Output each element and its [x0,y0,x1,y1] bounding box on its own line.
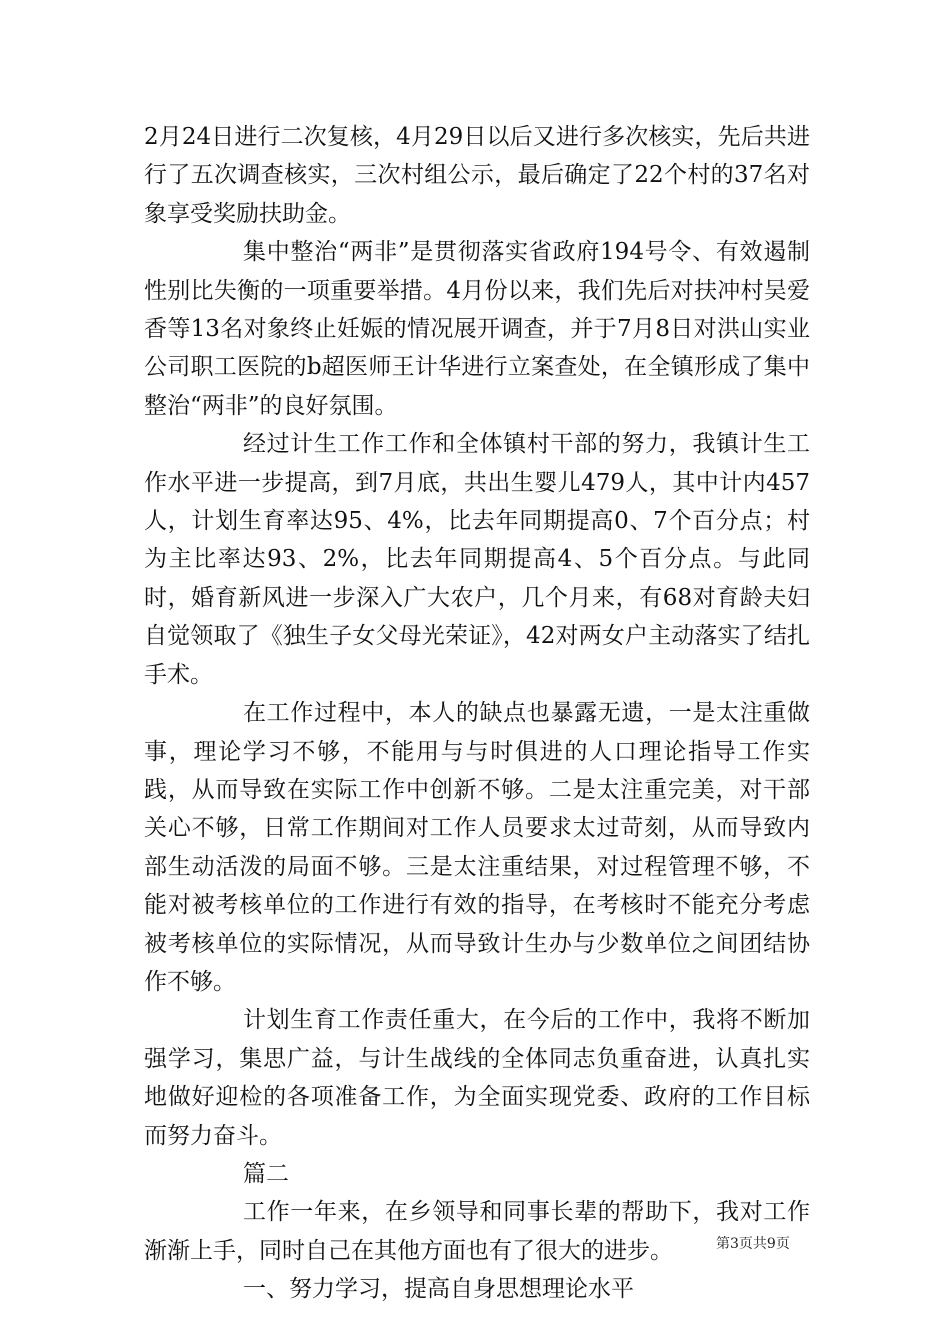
subheading-study: 一、努力学习，提高自身思想理论水平 [243,1276,634,1303]
page-number-footer: 第3页共9页 [716,1236,790,1252]
paragraph-statistics: 经过计生工作工作和全体镇村干部的努力，我镇计生工作水平进一步提高，到7月底，共出生婴儿479人，其中计内457人，计划生育率达95、4%，比去年同期提高0、7个百分点；村为主比率达93、2%，比去年同期提高4、5个百分点。与此同时，婚育新风进一步深入广大农户，几个月来，有68对育龄夫妇自觉领取了《独生子女父母光荣证》，42对两女户主动落实了结扎手术。 [144,431,810,688]
paragraph-future-work: 计划生育工作责任重大，在今后的工作中，我将不断加强学习，集思广益，与计生战线的全体同志负重奋进，认真扎实地做好迎检的各项准备工作，为全面实现党委、政府的工作目标而努力奋斗。 [144,1007,810,1149]
paragraph-two-illegal-campaign: 集中整治“两非”是贯彻落实省政府194号令、有效遏制性别比失衡的一项重要举措。4月份以来，我们先后对扶冲村吴爱香等13名对象终止妊娠的情况展开调查，并于7月8日对洪山实业公司职工医院的b超医师王计华进行立案查处，在全镇形成了集中整治“两非”的良好氛围。 [144,239,810,419]
paragraph-part-two-intro: 工作一年来，在乡领导和同事长辈的帮助下，我对工作渐渐上手，同时自己在其他方面也有了很大的进步。 [144,1199,810,1264]
document-body [144,118,810,1309]
paragraph-shortcomings: 在工作过程中，本人的缺点也暴露无遗，一是太注重做事，理论学习不够，不能用与与时俱进的人口理论指导工作实践，从而导致在实际工作中创新不够。二是太注重完美，对干部关心不够，日常工作期间对工作人员要求太过苛刻，从而导致内部生动活泼的局面不够。三是太注重结果，对过程管理不够，不能对被考核单位的工作进行有效的指导，在考核时不能充分考虑被考核单位的实际情况，从而导致计生办与少数单位之间团结协作不够。 [144,700,810,995]
paragraph-verification: 2月24日进行二次复核，4月29日以后又进行多次核实，先后共进行了五次调查核实，三次村组公示，最后确定了22个村的37名对象享受奖励扶助金。 [144,124,810,227]
section-heading-part-two: 篇二 [243,1160,289,1187]
